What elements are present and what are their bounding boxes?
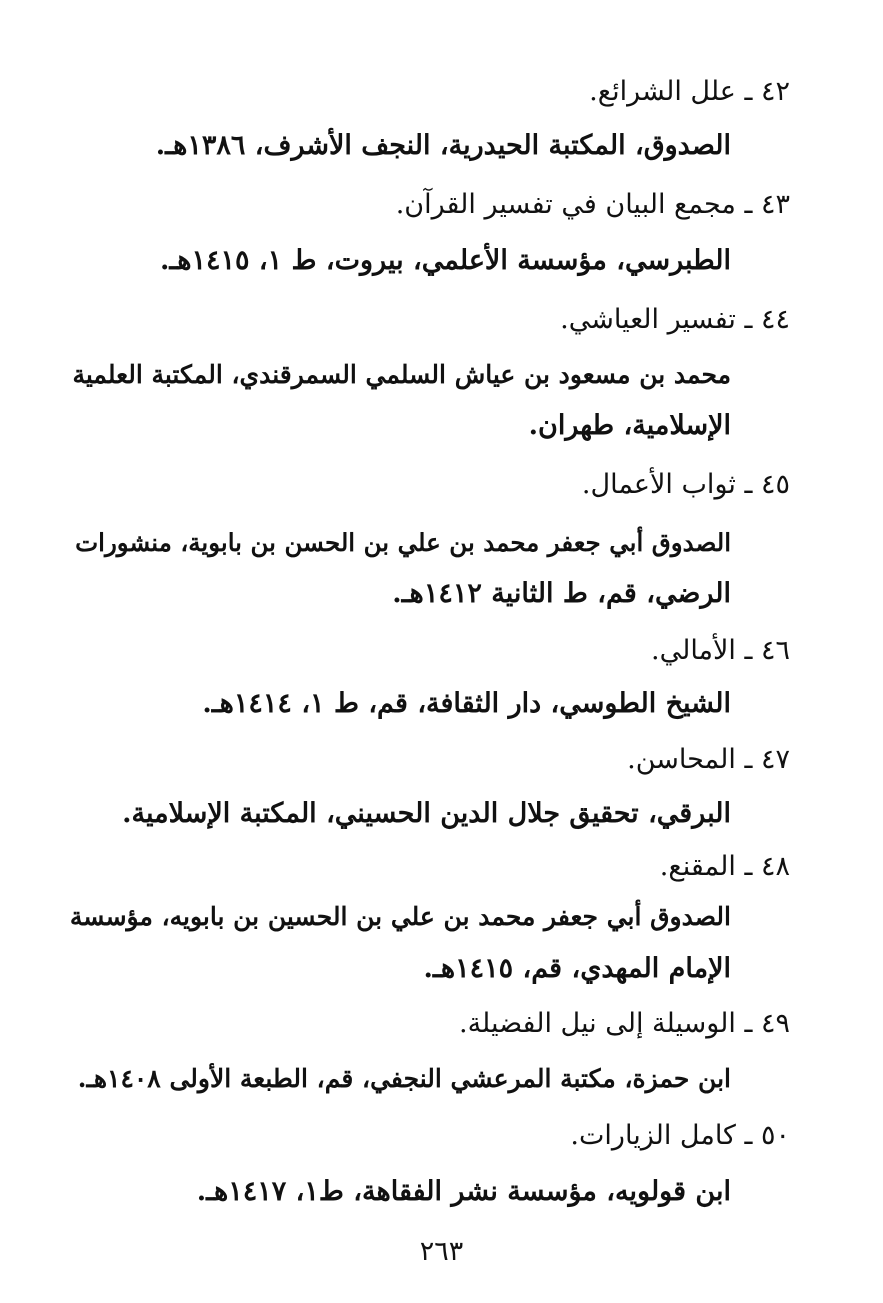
entry-title-line: ٤٣ ـ مجمع البيان في تفسير القرآن. — [395, 189, 790, 220]
entry-number: ٤٤ — [760, 304, 790, 335]
entry-reference: الإسلامية، طهران. — [528, 410, 731, 441]
entry-title-line: ٤٧ ـ المحاسن. — [627, 744, 790, 775]
page-number: ٢٦٣ — [419, 1236, 464, 1267]
entry-reference: الصدوق، المكتبة الحيدرية، النجف الأشرف، ١٣٨٦هـ. — [155, 130, 731, 161]
entry-reference: الإمام المهدي، قم، ١٤١٥هـ. — [423, 953, 731, 984]
entry-title-line: ٥٠ ـ كامل الزيارات. — [570, 1120, 790, 1151]
entry-reference: ابن قولويه، مؤسسة نشر الفقاهة، ط١، ١٤١٧هـ. — [196, 1176, 731, 1207]
entry-number: ٤٥ — [760, 469, 790, 500]
entry-reference: ابن حمزة، مكتبة المرعشي النجفي، قم، الطبعة الأولى ١٤٠٨هـ. — [77, 1064, 731, 1093]
entry-title-line: ٤٢ ـ علل الشرائع. — [589, 76, 790, 107]
entry-title: مجمع البيان في تفسير القرآن. — [395, 189, 736, 220]
entry-number: ٤٦ — [760, 635, 790, 666]
entry-reference: الطبرسي، مؤسسة الأعلمي، بيروت، ط ١، ١٤١٥هـ. — [159, 245, 731, 276]
entry-title-line: ٤٩ ـ الوسيلة إلى نيل الفضيلة. — [459, 1008, 790, 1039]
entry-number: ٤٧ — [760, 744, 790, 775]
entry-reference: البرقي، تحقيق جلال الدين الحسيني، المكتبة الإسلامية. — [122, 798, 731, 829]
entry-number: ٤٨ — [760, 851, 790, 882]
entry-reference: محمد بن مسعود بن عياش السلمي السمرقندي، المكتبة العلمية — [72, 360, 731, 389]
entry-title: تفسير العياشي. — [560, 304, 736, 335]
entry-title: كامل الزيارات. — [570, 1120, 736, 1151]
entry-number: ٤٣ — [760, 189, 790, 220]
entry-title: الأمالي. — [651, 635, 736, 666]
entry-title: ثواب الأعمال. — [581, 469, 736, 500]
entry-title-line: ٤٥ ـ ثواب الأعمال. — [581, 469, 790, 500]
entry-reference: الصدوق أبي جعفر محمد بن علي بن الحسين بن بابويه، مؤسسة — [69, 902, 731, 931]
entry-reference: الصدوق أبي جعفر محمد بن علي بن الحسن بن بابوية، منشورات — [75, 528, 731, 557]
entry-reference: الرضي، قم، ط الثانية ١٤١٢هـ. — [392, 578, 731, 609]
entry-number: ٥٠ — [760, 1120, 790, 1151]
entry-number: ٤٢ — [760, 76, 790, 107]
entry-reference: الشيخ الطوسي، دار الثقافة، قم، ط ١، ١٤١٤هـ. — [202, 688, 731, 719]
entry-number: ٤٩ — [760, 1008, 790, 1039]
entry-title-line: ٤٨ ـ المقنع. — [659, 851, 790, 882]
entry-title-line: ٤٤ ـ تفسير العياشي. — [560, 304, 790, 335]
entry-title: الوسيلة إلى نيل الفضيلة. — [459, 1008, 736, 1039]
entry-title: علل الشرائع. — [589, 76, 736, 107]
entry-title: المحاسن. — [627, 744, 736, 775]
entry-title: المقنع. — [659, 851, 736, 882]
entry-title-line: ٤٦ ـ الأمالي. — [651, 635, 790, 666]
